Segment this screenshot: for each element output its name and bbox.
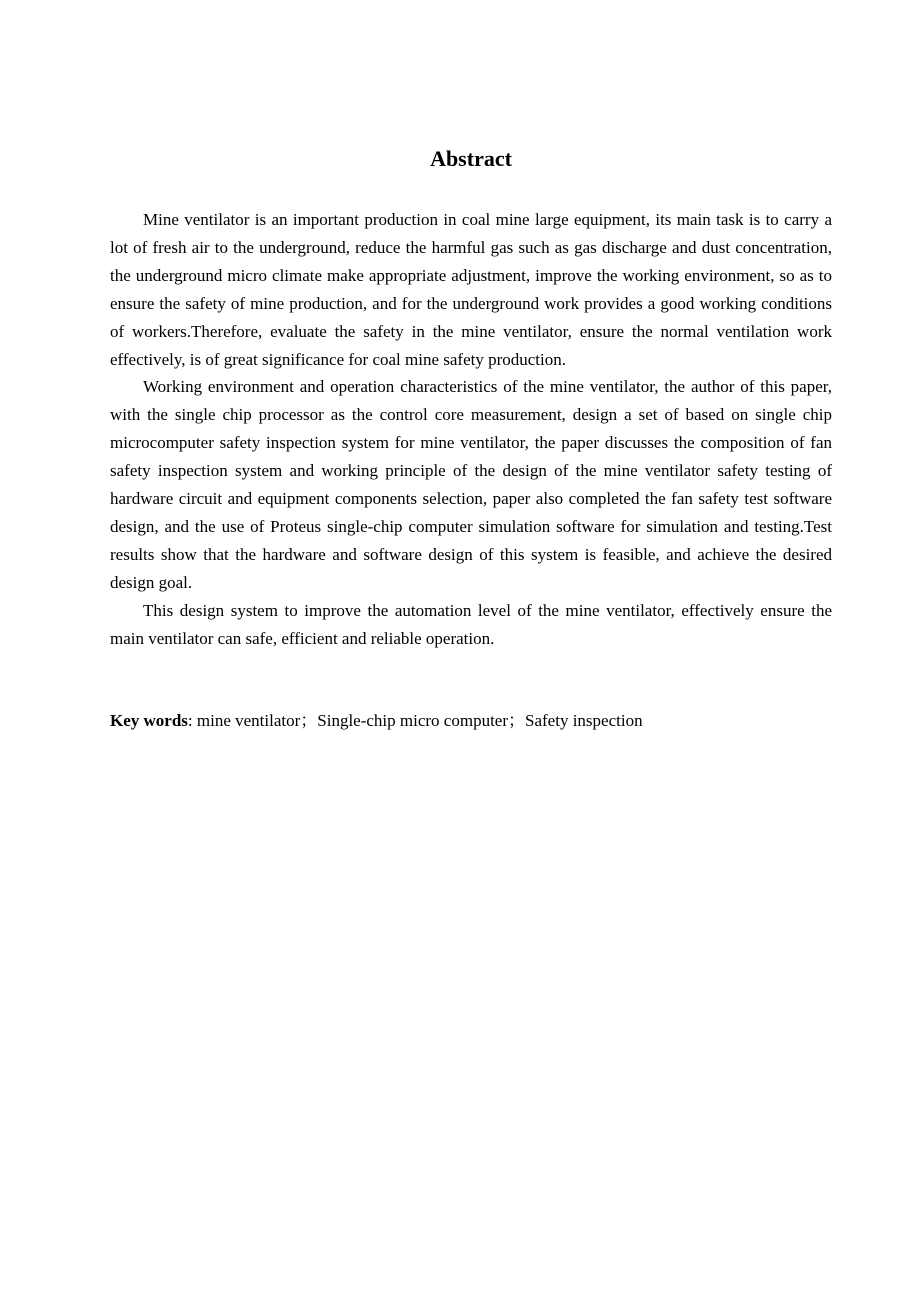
abstract-paragraph-3: This design system to improve the automation level of the mine ventilator, effectively ensure the main ventilator can safe, efficient and reliable operation. [110, 600, 832, 648]
keywords-text: : mine ventilator；Single-chip micro computer；Safety inspection [187, 711, 643, 730]
keywords-label: Key words [110, 711, 188, 730]
abstract-body [110, 206, 832, 653]
keywords-line [110, 707, 832, 735]
abstract-paragraph-2: Working environment and operation characteristics of the mine ventilator, the author of this paper, with the single chip processor as the control core measurement, design a set of based on single chip microcomputer safety inspection system for mine ventilator, the paper discusses the composition of fan safety inspection system and working principle of the design of the mine ventilator safety testing of hardware circuit and equipment components selection, paper also completed the fan safety test software design, and the use of Proteus single-chip computer simulation software for simulation and testing.Test results show that the hardware and software design of this system is feasible, and achieve the desired design goal. [110, 377, 832, 592]
abstract-paragraph-1: Mine ventilator is an important production in coal mine large equipment, its main task is to carry a lot of fresh air to the underground, reduce the harmful gas such as gas discharge and dust concentration, the underground micro climate make appropriate adjustment, improve the working environment, so as to ensure the safety of mine production, and for the underground work provides a good working conditions of workers.Therefore, evaluate the safety in the mine ventilator, ensure the normal ventilation work effectively, is of great significance for coal mine safety production. [110, 210, 832, 369]
abstract-title: Abstract [430, 146, 512, 171]
